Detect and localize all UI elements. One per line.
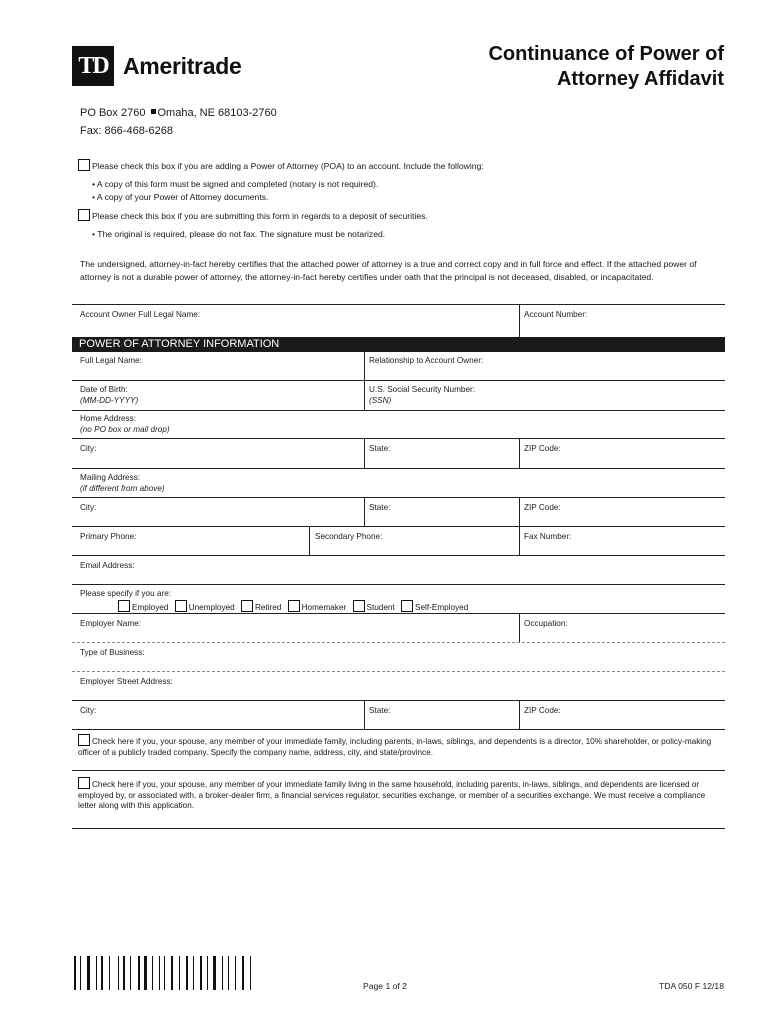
self-employed-checkbox[interactable] (401, 600, 413, 612)
logo-text: Ameritrade (123, 52, 242, 79)
zip-field-3[interactable] (524, 716, 719, 728)
barcode-stripe (179, 956, 180, 990)
barcode-stripe (106, 956, 108, 990)
barcode-stripe (213, 956, 216, 990)
zip-label-1: ZIP Code: (524, 444, 561, 453)
barcode-stripe (196, 956, 197, 990)
primary-phone-label: Primary Phone: (80, 532, 137, 541)
dob-field[interactable] (160, 384, 360, 406)
barcode-stripe (77, 956, 78, 990)
po-box: PO Box 2760 (80, 107, 146, 119)
bullet-2: • A copy of your Power of Attorney documents. (92, 192, 269, 202)
home-address-hint: (no PO box or mail drop) (80, 425, 170, 434)
unemployed-label: Unemployed (188, 603, 235, 612)
fax-line: Fax: 866-468-6268 (80, 125, 173, 137)
account-owner-field[interactable] (80, 320, 510, 334)
self-employed-label: Self-Employed (415, 603, 469, 612)
company-logo (72, 46, 241, 86)
barcode-stripe (200, 956, 202, 990)
occupation-label: Occupation: (524, 619, 568, 628)
retired-checkbox[interactable] (241, 600, 253, 612)
employed-checkbox[interactable] (118, 600, 130, 612)
specify-label: Please specify if you are: (80, 589, 172, 598)
ssn-field[interactable] (490, 384, 720, 406)
barcode-stripe (164, 956, 165, 990)
zip-field-2[interactable] (524, 513, 719, 525)
ssn-label: U.S. Social Security Number: (SSN) (369, 385, 476, 405)
deposit-row (78, 209, 428, 222)
certification-paragraph: The undersigned, attorney-in-fact hereby certifies that the attached power of attorney is a true and correct copy and in full force and effect. If the attached power of attorney is not a durable power of attorney, the attorney-in-fact hereby certifies under oath that the principal is not deceased, disabled, or incapacitated. (80, 259, 697, 282)
homemaker-checkbox[interactable] (288, 600, 300, 612)
address-city: Omaha, NE 68103-2760 (157, 107, 277, 119)
state-label-3: State: (369, 706, 391, 715)
home-address-field[interactable] (190, 413, 720, 435)
mailing-address-field[interactable] (190, 472, 720, 494)
director-check-text: Check here if you, your spouse, any member of your immediate family, including parents, in-laws, siblings, and dependents is a director, 10% shareholder, or policy-making officer of a publicly traded company. Specify the company name, address, city, and state/province. (78, 737, 712, 757)
barcode-stripe (92, 956, 93, 990)
city-field-2[interactable] (80, 513, 360, 525)
mailing-address-label: Mailing Address: (if different from above) (80, 473, 165, 493)
account-number-label: Account Number: (524, 310, 588, 319)
add-poa-row (78, 159, 484, 172)
fax-number-field[interactable] (524, 542, 719, 554)
relationship-field[interactable] (369, 366, 719, 378)
barcode-stripe (80, 956, 81, 990)
barcode-stripe (141, 956, 142, 990)
barcode-stripe (242, 956, 244, 990)
broker-check-row (78, 777, 718, 812)
barcode-stripe (87, 956, 90, 990)
barcode-stripe (133, 956, 135, 990)
barcode-stripe (218, 956, 219, 990)
occupation-field[interactable] (524, 629, 719, 641)
director-check-row (78, 734, 718, 758)
state-field-2[interactable] (369, 513, 514, 525)
mailing-address-block (80, 104, 277, 140)
fax-number-label: Fax Number: (524, 532, 572, 541)
barcode-stripe (159, 956, 160, 990)
barcode-stripe (96, 956, 97, 990)
email-field[interactable] (150, 558, 720, 572)
barcode-stripe (112, 956, 115, 990)
employment-options (118, 600, 472, 612)
form-title (384, 42, 724, 92)
city-label-1: City: (80, 444, 97, 453)
add-poa-text: Please check this box if you are adding a Power of Attorney (POA) to an account. Include the following: (92, 161, 484, 171)
barcode-stripe (228, 956, 229, 990)
barcode-stripe (74, 956, 76, 990)
retired-label: Retired (254, 603, 282, 612)
barcode-stripe (138, 956, 140, 990)
employed-label: Employed (132, 603, 169, 612)
barcode-stripe (154, 956, 156, 990)
barcode-stripe (211, 956, 212, 990)
ssn-hint: (SSN) (369, 396, 392, 405)
state-label-1: State: (369, 444, 391, 453)
secondary-phone-field[interactable] (315, 542, 515, 554)
barcode-stripe (191, 956, 192, 990)
email-label: Email Address: (80, 561, 135, 570)
deposit-text: Please check this box if you are submitting this form in regards to a deposit of securities. (92, 211, 428, 221)
barcode-stripe (207, 956, 208, 990)
add-poa-checkbox[interactable] (78, 159, 90, 171)
barcode-stripe (224, 956, 226, 990)
barcode-stripe (101, 956, 103, 990)
title-line-1: Continuance of Power of (488, 43, 724, 65)
student-label: Student (366, 603, 395, 612)
poa-section-header: POWER OF ATTORNEY INFORMATION (72, 337, 725, 352)
unemployed-checkbox[interactable] (175, 600, 187, 612)
barcode-stripe (181, 956, 184, 990)
barcode-stripe (250, 956, 251, 990)
barcode-stripe (245, 956, 248, 990)
type-of-business-label: Type of Business: (80, 648, 145, 657)
full-name-label: Full Legal Name: (80, 356, 142, 365)
zip-label-3: ZIP Code: (524, 706, 561, 715)
employer-name-field[interactable] (80, 629, 515, 641)
employer-street-field[interactable] (190, 674, 720, 688)
barcode (74, 956, 254, 990)
secondary-phone-label: Secondary Phone: (315, 532, 383, 541)
broker-check-text: Check here if you, your spouse, any member of your immediate family living in the same household, including parents, in-laws, siblings, and dependents are licensed or employed by, or associated with, a broker-dealer firm, a financial services regulator, securities exchange, or member of a securities exchange. We must receive a compliance letter along with this application. (78, 780, 706, 810)
barcode-stripe (222, 956, 223, 990)
state-label-2: State: (369, 503, 391, 512)
barcode-stripe (98, 956, 99, 990)
mailing-hint: (if different from above) (80, 484, 165, 493)
relationship-label: Relationship to Account Owner: (369, 356, 484, 365)
barcode-stripe (130, 956, 131, 990)
account-number-field[interactable] (524, 320, 719, 334)
barcode-stripe (150, 956, 151, 990)
dob-label: Date of Birth: (MM-DD-YYYY) (80, 385, 139, 405)
employer-street-label: Employer Street Address: (80, 677, 173, 686)
barcode-stripe (171, 956, 173, 990)
barcode-stripe (175, 956, 176, 990)
barcode-stripe (168, 956, 170, 990)
barcode-stripe (203, 956, 205, 990)
td-logo-mark: TD (72, 46, 114, 86)
barcode-stripe (123, 956, 125, 990)
barcode-stripe (235, 956, 236, 990)
square-bullet-icon (151, 109, 156, 114)
state-field-3[interactable] (369, 716, 514, 728)
barcode-stripe (120, 956, 121, 990)
deposit-securities-checkbox[interactable] (78, 209, 90, 221)
barcode-stripe (118, 956, 119, 990)
barcode-stripe (193, 956, 194, 990)
city-field-1[interactable] (80, 454, 360, 466)
barcode-stripe (161, 956, 162, 990)
barcode-stripe (232, 956, 234, 990)
city-label-2: City: (80, 503, 97, 512)
barcode-stripe (238, 956, 239, 990)
city-label-3: City: (80, 706, 97, 715)
form-code: TDA 050 F 12/18 (659, 981, 724, 991)
page-number: Page 1 of 2 (363, 981, 407, 991)
primary-phone-field[interactable] (80, 542, 305, 554)
barcode-stripe (109, 956, 110, 990)
dob-hint: (MM-DD-YYYY) (80, 396, 139, 405)
barcode-stripe (152, 956, 153, 990)
student-checkbox[interactable] (353, 600, 365, 612)
bullet-3: • The original is required, please do not fax. The signature must be notarized. (92, 229, 386, 239)
barcode-stripe (186, 956, 188, 990)
city-field-3[interactable] (80, 716, 360, 728)
bullet-1: • A copy of this form must be signed and completed (notary is not required). (92, 179, 379, 189)
barcode-stripe (144, 956, 147, 990)
home-address-label: Home Address: (no PO box or mail drop) (80, 414, 170, 434)
broker-checkbox[interactable] (78, 777, 90, 789)
homemaker-label: Homemaker (301, 603, 347, 612)
full-name-field[interactable] (80, 366, 360, 378)
account-owner-label: Account Owner Full Legal Name: (80, 310, 201, 319)
barcode-stripe (84, 956, 86, 990)
state-field-1[interactable] (369, 454, 514, 466)
title-line-2: Attorney Affidavit (556, 68, 724, 90)
zip-label-2: ZIP Code: (524, 503, 561, 512)
zip-field-1[interactable] (524, 454, 719, 466)
barcode-stripe (128, 956, 129, 990)
director-checkbox[interactable] (78, 734, 90, 746)
type-of-business-field[interactable] (160, 645, 720, 659)
employer-name-label: Employer Name: (80, 619, 141, 628)
